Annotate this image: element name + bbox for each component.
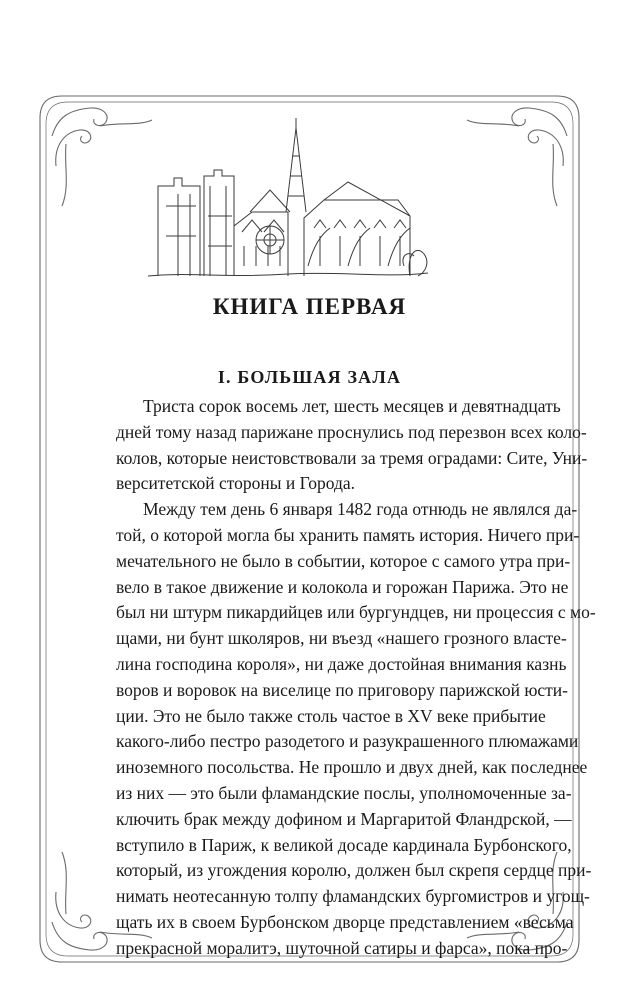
chapter-text xyxy=(116,394,596,962)
text-line: щами, ни бунт школяров, ни въезд «нашего грозного власте- xyxy=(116,628,567,649)
text-line: Триста сорок восемь лет, шесть месяцев и девятнадцать xyxy=(143,396,561,416)
corner-flourish-icon xyxy=(467,108,567,206)
text-line: дней тому назад парижане проснулись под перезвон всех коло- xyxy=(116,421,587,442)
text-line: Между тем день 6 января 1482 года отнюдь не являлся да- xyxy=(143,499,578,520)
corner-flourish-icon xyxy=(52,108,152,206)
text-line: ции. Это не было также столь частое в XV веке прибытие xyxy=(116,705,546,726)
text-line: какого-либо пестро разодетого и разукрашенного плюмажами xyxy=(116,731,579,752)
text-line: вступило в Париж, к великой досаде кардинала Бурбонского, xyxy=(116,834,572,855)
text-line: прекрасной моралитэ, шуточной сатиры и фарса», пока про- xyxy=(116,937,568,958)
text-line: из них — это были фламандские послы, уполномоченные за- xyxy=(116,782,572,803)
text-line: колов, которые неистовствовали за тремя оградами: Сите, Уни- xyxy=(116,447,588,468)
text-line: который, из угождения королю, должен был скрепя сердце при- xyxy=(116,860,592,881)
text-line: был ни штурм пикардийцев или бургундцев, ни процессия с мо- xyxy=(116,602,596,623)
cathedral-illustration-icon xyxy=(148,116,428,286)
text-line: иноземного посольства. Не прошло и двух дней, как последнее xyxy=(116,757,588,778)
text-line: щать их в своем Бурбонском дворце представлением «весьма xyxy=(116,911,574,932)
text-line: лина господина короля», ни даже достойная внимания казнь xyxy=(116,653,567,674)
chapter-title: I. БОЛЬШАЯ ЗАЛА xyxy=(217,367,402,387)
text-line: мечательного не было в событии, которое с самого утра при- xyxy=(116,550,571,571)
text-line: той, о которой могла бы хранить память история. Ничего при- xyxy=(116,524,580,545)
text-line: воров и воровок на виселице по приговору парижской юсти- xyxy=(116,679,569,700)
text-line: нимать неотесанную толпу фламандских бургомистров и угощ- xyxy=(116,886,590,907)
text-line: вело в такое движение и колокола и горожан Парижа. Это не xyxy=(116,576,569,597)
text-line: верситетской стороны и Города. xyxy=(116,473,356,494)
text-line: ключить брак между дофином и Маргаритой Фландрской, — xyxy=(116,808,572,829)
book-title: КНИГА ПЕРВАЯ xyxy=(212,294,407,319)
